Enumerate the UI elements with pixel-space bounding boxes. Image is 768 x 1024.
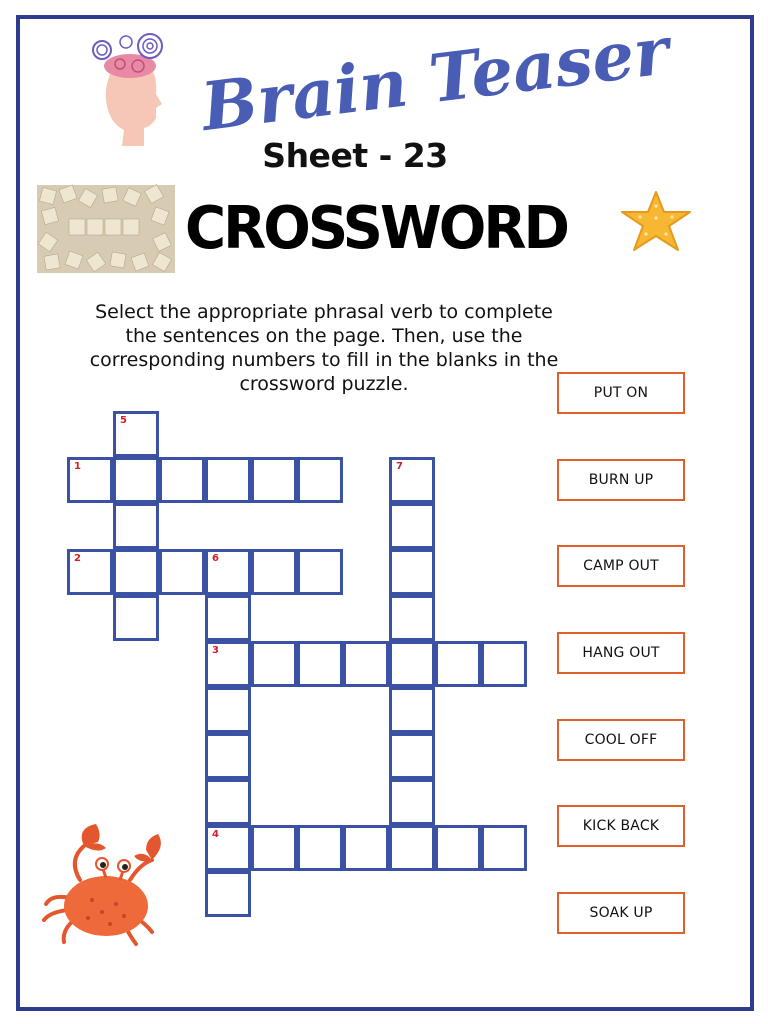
clue-number-4: 4 xyxy=(212,829,219,840)
word-option-cool-off[interactable]: COOL OFF xyxy=(557,719,685,761)
grid-cell[interactable] xyxy=(251,825,297,871)
grid-cell[interactable] xyxy=(435,641,481,687)
grid-cell[interactable] xyxy=(205,871,251,917)
grid-cell[interactable] xyxy=(343,641,389,687)
grid-cell[interactable] xyxy=(67,457,113,503)
word-option-put-on[interactable]: PUT ON xyxy=(557,372,685,414)
puzzle-title: CROSSWORD xyxy=(185,194,567,263)
grid-cell[interactable] xyxy=(297,457,343,503)
letter-tiles-photo xyxy=(37,185,175,273)
word-option-kick-back[interactable]: KICK BACK xyxy=(557,805,685,847)
grid-cell[interactable] xyxy=(389,503,435,549)
word-option-camp-out[interactable]: CAMP OUT xyxy=(557,545,685,587)
grid-cell[interactable] xyxy=(251,641,297,687)
clue-number-5: 5 xyxy=(120,415,127,426)
grid-cell[interactable] xyxy=(67,549,113,595)
grid-cell[interactable] xyxy=(389,457,435,503)
grid-cell[interactable] xyxy=(113,457,159,503)
grid-cell[interactable] xyxy=(205,733,251,779)
sheet-number: Sheet - 23 xyxy=(262,136,448,175)
word-option-burn-up[interactable]: BURN UP xyxy=(557,459,685,501)
grid-cell[interactable] xyxy=(481,641,527,687)
grid-cell[interactable] xyxy=(389,825,435,871)
grid-cell[interactable] xyxy=(113,503,159,549)
word-option-hang-out[interactable]: HANG OUT xyxy=(557,632,685,674)
grid-cell[interactable] xyxy=(205,457,251,503)
clue-number-2: 2 xyxy=(74,553,81,564)
grid-cell[interactable] xyxy=(297,549,343,595)
grid-cell[interactable] xyxy=(113,595,159,641)
grid-cell[interactable] xyxy=(297,641,343,687)
grid-cell[interactable] xyxy=(205,779,251,825)
grid-cell[interactable] xyxy=(251,549,297,595)
grid-cell[interactable] xyxy=(481,825,527,871)
grid-cell[interactable] xyxy=(205,549,251,595)
grid-cell[interactable] xyxy=(205,641,251,687)
title-text: Brain Teaser xyxy=(197,11,673,147)
grid-cell[interactable] xyxy=(251,457,297,503)
crab-icon xyxy=(40,820,170,950)
grid-cell[interactable] xyxy=(343,825,389,871)
clue-number-7: 7 xyxy=(396,461,403,472)
grid-cell[interactable] xyxy=(159,549,205,595)
grid-cell[interactable] xyxy=(205,825,251,871)
grid-cell[interactable] xyxy=(205,595,251,641)
word-option-soak-up[interactable]: SOAK UP xyxy=(557,892,685,934)
clue-number-1: 1 xyxy=(74,461,81,472)
instructions-text: Select the appropriate phrasal verb to complete the sentences on the page. Then, use the corresponding numbers to fill in the blanks in the crossword puzzle. xyxy=(89,301,559,395)
clue-number-3: 3 xyxy=(212,645,219,656)
brain-teaser-title xyxy=(190,11,673,147)
grid-cell[interactable] xyxy=(389,687,435,733)
grid-cell[interactable] xyxy=(389,549,435,595)
brain-head-icon xyxy=(82,28,172,148)
grid-cell[interactable] xyxy=(297,825,343,871)
clue-number-6: 6 xyxy=(212,553,219,564)
grid-cell[interactable] xyxy=(159,457,205,503)
grid-cell[interactable] xyxy=(389,595,435,641)
grid-cell[interactable] xyxy=(389,733,435,779)
grid-cell[interactable] xyxy=(389,641,435,687)
grid-cell[interactable] xyxy=(205,687,251,733)
grid-cell[interactable] xyxy=(435,825,481,871)
grid-cell[interactable] xyxy=(389,779,435,825)
grid-cell[interactable] xyxy=(113,411,159,457)
starfish-icon xyxy=(620,190,692,252)
grid-cell[interactable] xyxy=(113,549,159,595)
